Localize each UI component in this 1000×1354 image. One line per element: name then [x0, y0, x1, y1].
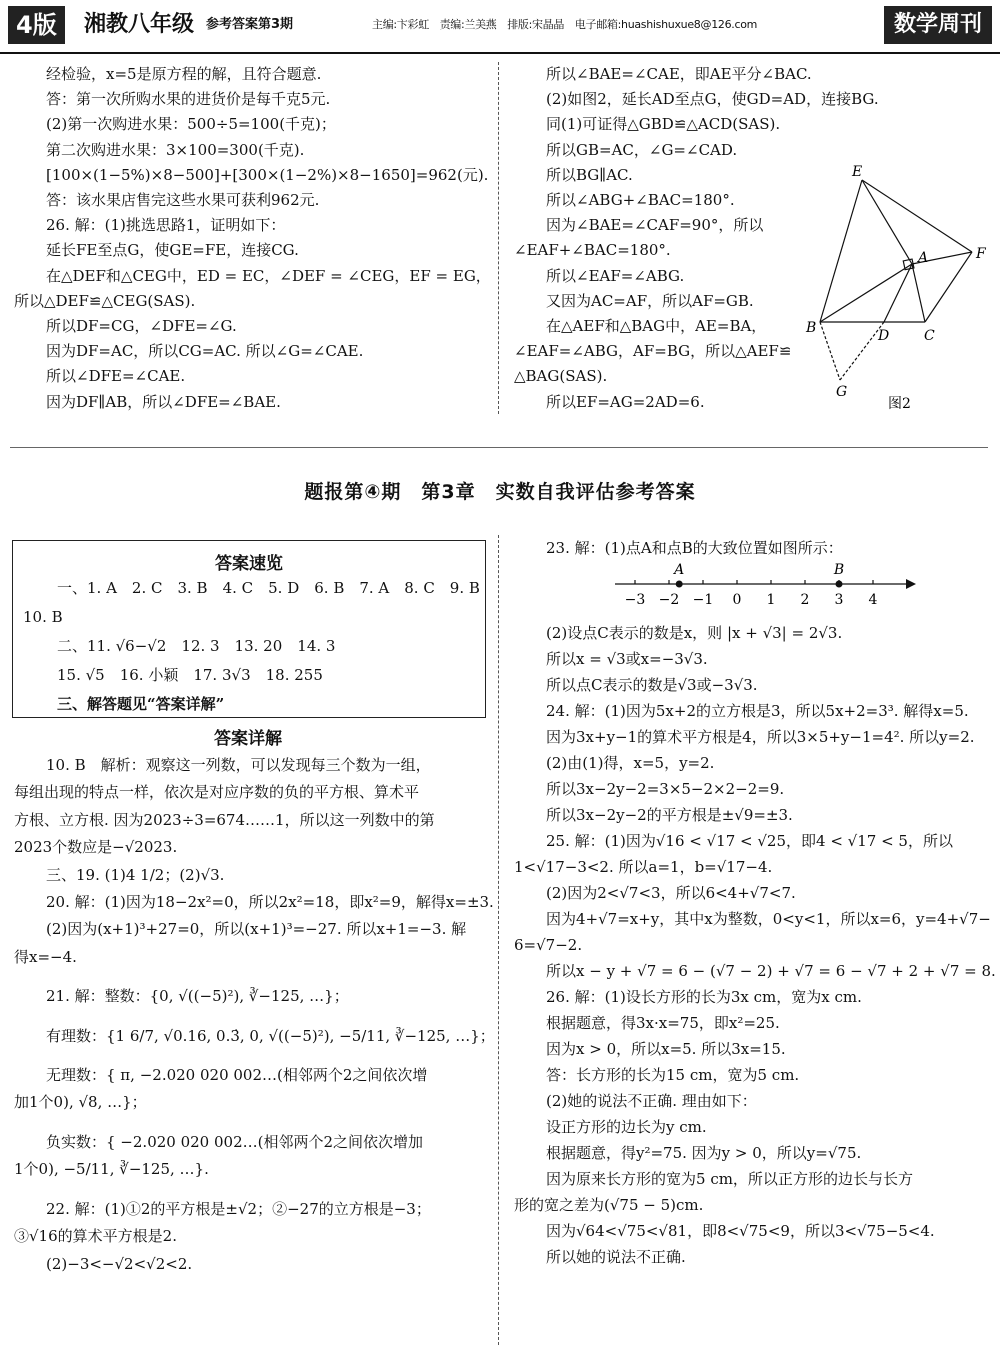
text-line: 所以x = √3或x=−3√3. [546, 650, 708, 668]
text-line: 因为√64<√75<√81，即8<√75<9，所以3<√75−5<4. [546, 1222, 935, 1240]
text-line: 24. 解：(1)因为5x+2的立方根是3，所以5x+2=3³. 解得x=5. [546, 702, 969, 720]
text-line: 方根、立方根. 因为2023÷3=674……1，所以这一列数中的第 [14, 810, 435, 829]
text-line: 答：第一次所购水果的进货价是每千克5元. [46, 90, 331, 109]
answer-box-title: 答案速览 [215, 554, 283, 574]
text-line: (2)因为2<√7<3，所以6<4+√7<7. [546, 884, 796, 902]
answer-row: 二、11. √6−√2 12. 3 13. 20 14. 3 [57, 637, 336, 655]
figure-label-d: D [878, 328, 890, 344]
column-divider [498, 62, 499, 414]
text-line: 形的宽之差为(√75 − 5)cm. [514, 1196, 704, 1214]
section-title: 题报第④期 第3章 实数自我评估参考答案 [304, 481, 696, 503]
top-left-column [14, 62, 494, 415]
answer-overview-box [12, 540, 486, 718]
text-line: 根据题意，得y²=75. 因为y > 0，所以y=√75. [546, 1144, 862, 1162]
text-line: 所以EF=AG=2AD=6. [546, 392, 705, 411]
text-line: 设正方形的边长为y cm. [546, 1118, 707, 1136]
text-line: 25. 解：(1)因为√16 < √17 < √25，即4 < √17 < 5，所以 [546, 832, 953, 850]
text-line: 在△DEF和△CEG中，ED = EC，∠DEF = ∠CEG，EF = EG， [46, 266, 491, 285]
text-line: 所以GB=AC，∠G=∠CAD. [546, 140, 738, 159]
text-line: (2)由(1)得，x=5，y=2. [546, 754, 715, 772]
text-line: (2)设点C表示的数是x，则 |x + √3| = 2√3. [546, 624, 843, 642]
text-line: 所以∠ABG+∠BAC=180°. [546, 191, 735, 210]
header-title: 湘教八年级 [84, 12, 195, 37]
text-line: 得x=−4. [14, 947, 77, 966]
text-line: 因为原来长方形的宽为5 cm，所以正方形的边长与长方 [546, 1170, 913, 1188]
text-line: 同(1)可证得△GBD≌△ACD(SAS). [546, 115, 781, 134]
text-line: 20. 解：(1)因为18−2x²=0，所以2x²=18，即x²=9，解得x=±3. [46, 893, 494, 912]
detail-title: 答案详解 [214, 729, 282, 749]
figure-label-a: A [918, 250, 929, 266]
figure-label-f: F [976, 246, 986, 262]
column-divider [498, 535, 499, 1345]
text-line: 所以∠BAE=∠CAE，即AE平分∠BAC. [546, 65, 812, 83]
text-line: (2)如图2，延长AD至点G，使GD=AD，连接BG. [546, 90, 879, 109]
text-line: 又因为AC=AF，所以AF=GB. [546, 291, 754, 310]
text-line: 每组出现的特点一样，依次是对应序数的负的平方根、算术平 [14, 783, 420, 802]
figure-label-b: B [806, 320, 817, 336]
text-line: (2)第一次购进水果：500÷5=100(千克)； [46, 115, 336, 134]
text-line: 所以∠EAF=∠ABG. [546, 266, 685, 285]
number-line-tick-label: 2 [800, 592, 810, 608]
text-line: 因为DF∥AB，所以∠DFE=∠BAE. [46, 392, 281, 411]
text-line: [100×(1−5%)×8−500]+[300×(1−2%)×8−1650]=962(元). [46, 165, 489, 184]
text-line: 所以3x−2y−2的平方根是±√9=±3. [546, 806, 793, 824]
geometry-figure-2 [800, 160, 995, 420]
text-line: ∠EAF+∠BAC=180°. [514, 241, 671, 260]
text-line: 23. 解：(1)点A和点B的大致位置如图所示： [546, 539, 843, 557]
text-line: 所以x − y + √7 = 6 − (√7 − 2) + √7 = 6 − √7 + 2 + √7 = 8. [546, 962, 996, 980]
number-line-tick-label: 1 [766, 592, 776, 608]
text-line: 26. 解：(1)设长方形的长为3x cm，宽为x cm. [546, 988, 862, 1006]
text-line: 22. 解：(1)①2的平方根是±√2；②−27的立方根是−3； [46, 1199, 431, 1218]
text-line: 21. 解：整数：{0, √((−5)²), ∛−125, …}； [46, 987, 349, 1006]
text-line: 所以3x−2y−2=3×5−2×2−2=9. [546, 780, 785, 798]
page-badge: 4版 [8, 6, 65, 44]
bottom-left-column [14, 752, 495, 1278]
text-line: ∠EAF=∠ABG，AF=BG，所以△AEF≌ [514, 342, 792, 361]
text-line: 2023个数应是−√2023. [14, 838, 178, 857]
answer-row: 15. √5 16. 小颖 17. 3√3 18. 255 [57, 666, 323, 684]
text-line: 无理数：{ π, −2.020 020 002…(相邻两个2之间依次增 [46, 1066, 428, 1085]
text-line: 根据题意，得3x·x=75，即x²=25. [546, 1014, 780, 1032]
text-line: 6=√7−2. [514, 936, 583, 954]
text-line: (2)她的说法不正确. 理由如下： [546, 1092, 757, 1110]
text-line: ③√16的算术平方根是2. [14, 1227, 177, 1246]
page-header [0, 0, 1000, 54]
text-line: 经检验，x=5是原方程的解，且符合题意. [46, 65, 322, 83]
number-line-tick-label: −3 [624, 592, 646, 608]
answer-row: 一、1. A 2. C 3. B 4. C 5. D 6. B 7. A 8. C 9. B [57, 579, 480, 597]
text-line: 因为x > 0，所以x=5. 所以3x=15. [546, 1040, 786, 1058]
number-line-arrow [906, 579, 916, 589]
header-subtitle: 参考答案第3期 [206, 17, 294, 32]
text-line: 26. 解：(1)挑选思路1，证明如下： [46, 216, 286, 235]
newspaper-logo: 数学周刊 [884, 6, 992, 44]
number-line-point-b [836, 581, 843, 588]
text-line: 所以∠DFE=∠CAE. [46, 367, 186, 386]
text-line: 在△AEF和△BAG中，AE=BA， [546, 317, 767, 336]
text-line: 延长FE至点G，使GE=FE，连接CG. [46, 241, 299, 260]
number-line-tick-label: −2 [658, 592, 680, 608]
text-line: 1个0), −5/11, ∛−125, …}. [14, 1160, 209, 1179]
number-line-tick-label: 3 [834, 592, 844, 608]
text-line: 所以DF=CG，∠DFE=∠G. [46, 317, 237, 336]
number-line-point-label: A [674, 562, 685, 578]
figure-label-g: G [836, 384, 848, 400]
number-line-tick-label: 4 [868, 592, 878, 608]
text-line: △BAG(SAS). [514, 367, 608, 386]
text-line: 所以她的说法不正确. [546, 1248, 686, 1266]
answer-row: 三、解答题见“答案详解” [57, 695, 225, 713]
number-line-point-label: B [833, 562, 845, 578]
text-line: 因为4+√7=x+y，其中x为整数，0<y<1，所以x=6，y=4+√7− [546, 910, 991, 928]
text-line: 答：长方形的长为15 cm，宽为5 cm. [546, 1066, 800, 1084]
text-line: 10. B 解析：观察这一列数，可以发现每三个数为一组， [46, 756, 431, 774]
bottom-right-column [514, 536, 990, 562]
header-staff: 主编:卞彩虹 责编:兰美燕 排版:宋晶晶 电子邮箱:huashishuxue8@126.com [372, 18, 758, 31]
text-line: 因为DF=AC，所以CG=AC. 所以∠G=∠CAE. [46, 342, 364, 361]
text-line: 因为3x+y−1的算术平方根是4，所以3×5+y−1=4². 所以y=2. [546, 728, 975, 746]
figure-label-c: C [924, 328, 935, 344]
text-line: (2)−3<−√2<√2<2. [46, 1254, 193, 1273]
number-line-point-a [676, 581, 683, 588]
figure-label-e: E [852, 164, 863, 180]
text-line: 所以BG∥AC. [546, 165, 633, 184]
text-line: 三、19. (1)4 1/2；(2)√3. [46, 865, 225, 884]
bottom-right-column-cont [514, 620, 996, 1270]
text-line: 因为∠BAE=∠CAF=90°，所以 [546, 216, 764, 235]
text-line: 第二次购进水果：3×100=300(千克). [46, 140, 305, 159]
text-line: 答：该水果店售完这些水果可获利962元. [46, 191, 320, 210]
top-right-column [514, 62, 879, 415]
number-line [600, 562, 930, 614]
text-line: 所以点C表示的数是√3或−3√3. [546, 676, 758, 694]
text-line: 所以△DEF≌△CEG(SAS). [14, 291, 196, 310]
text-line: 有理数：{1 6/7, √0.16, 0.3̇, 0, √((−5)²), −5/11, ∛−125, …}； [46, 1026, 495, 1045]
section-separator [10, 447, 988, 448]
answer-row: 10. B [23, 608, 63, 626]
text-line: 1<√17−3<2. 所以a=1，b=√17−4. [514, 858, 773, 876]
text-line: 负实数：{ −2.020 020 002…(相邻两个2之间依次增加 [46, 1132, 424, 1151]
number-line-tick-label: 0 [732, 592, 742, 608]
text-line: 加1个0), √8, …}； [14, 1093, 147, 1112]
text-line: (2)因为(x+1)³+27=0，所以(x+1)³=−27. 所以x+1=−3. 解 [46, 920, 467, 939]
number-line-tick-label: −1 [692, 592, 714, 608]
figure-caption: 图2 [888, 396, 911, 412]
